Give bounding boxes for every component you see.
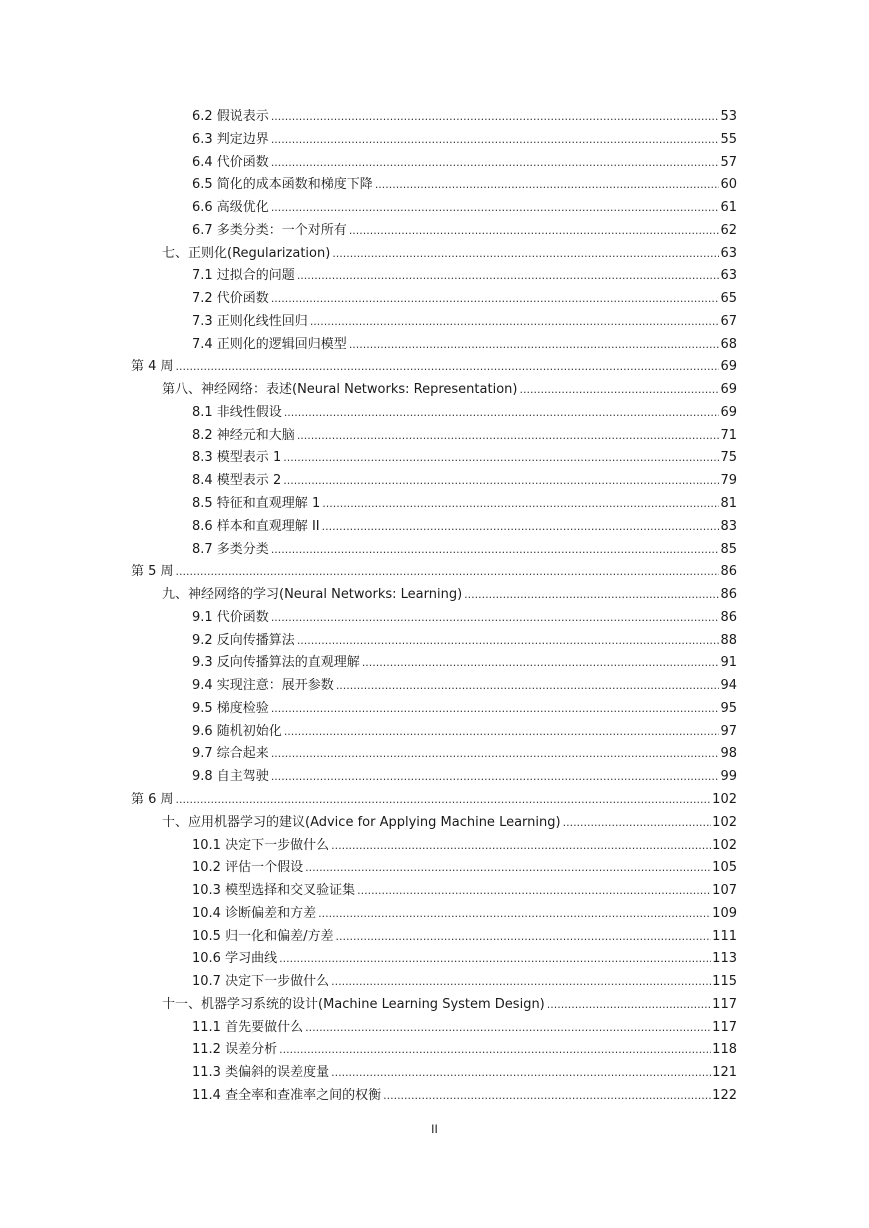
toc-dot-leader bbox=[176, 561, 720, 584]
toc-entry-page: 68 bbox=[720, 336, 737, 352]
toc-entry-page: 109 bbox=[712, 905, 737, 921]
toc-entry[interactable] bbox=[0, 379, 869, 402]
toc-entry[interactable] bbox=[0, 675, 869, 698]
toc-entry[interactable] bbox=[0, 106, 869, 129]
toc-entry[interactable] bbox=[0, 607, 869, 630]
toc-entry-page: 55 bbox=[720, 131, 737, 147]
toc-entry-page: 117 bbox=[712, 1019, 737, 1035]
toc-dot-leader bbox=[519, 379, 719, 402]
toc-dot-leader bbox=[271, 743, 720, 766]
toc-entry[interactable] bbox=[0, 766, 869, 789]
toc-entry-page: 61 bbox=[720, 200, 737, 216]
toc-entry-title: 8.5 特征和直观理解 1 bbox=[192, 496, 321, 512]
toc-entry[interactable] bbox=[0, 971, 869, 994]
toc-entry-title: 8.4 模型表示 2 bbox=[192, 473, 282, 489]
toc-entry-page: 69 bbox=[720, 359, 737, 375]
toc-entry-title: 7.4 正则化的逻辑回归模型 bbox=[192, 336, 347, 352]
toc-entry-title: 第 5 周 bbox=[131, 564, 174, 580]
toc-entry-page: 91 bbox=[720, 655, 737, 671]
toc-entry[interactable] bbox=[0, 903, 869, 926]
toc-entry[interactable] bbox=[0, 265, 869, 288]
toc-entry[interactable] bbox=[0, 721, 869, 744]
toc-entry-title: 6.4 代价函数 bbox=[192, 154, 269, 170]
toc-entry[interactable] bbox=[0, 698, 869, 721]
toc-entry-page: 71 bbox=[720, 427, 737, 443]
toc-entry-page: 102 bbox=[712, 814, 737, 830]
toc-entry[interactable] bbox=[0, 447, 869, 470]
toc-dot-leader bbox=[383, 1085, 711, 1108]
toc-dot-leader bbox=[279, 1039, 711, 1062]
toc-dot-leader bbox=[357, 880, 711, 903]
toc-entry-title: 9.8 自主驾驶 bbox=[192, 769, 269, 785]
toc-entry-page: 122 bbox=[712, 1087, 737, 1103]
toc-entry[interactable] bbox=[0, 470, 869, 493]
toc-entry-title: 10.7 决定下一步做什么 bbox=[192, 974, 330, 990]
toc-entry-page: 95 bbox=[720, 700, 737, 716]
toc-entry-page: 117 bbox=[712, 996, 737, 1012]
toc-dot-leader bbox=[279, 948, 711, 971]
toc-entry-title: 10.5 归一化和偏差/方差 bbox=[192, 928, 334, 944]
toc-entry[interactable] bbox=[0, 1062, 869, 1085]
toc-entry[interactable] bbox=[0, 880, 869, 903]
toc-entry-page: 115 bbox=[712, 974, 737, 990]
toc-entry-page: 63 bbox=[720, 245, 737, 261]
toc-dot-leader bbox=[283, 447, 719, 470]
toc-entry[interactable] bbox=[0, 356, 869, 379]
toc-dot-leader bbox=[349, 334, 720, 357]
toc-entry-title: 七、正则化(Regularization) bbox=[162, 245, 331, 261]
toc-entry-page: 94 bbox=[720, 678, 737, 694]
toc-entry-title: 8.1 非线性假设 bbox=[192, 404, 282, 420]
toc-entry[interactable] bbox=[0, 288, 869, 311]
toc-entry-page: 88 bbox=[720, 632, 737, 648]
toc-entry-title: 8.3 模型表示 1 bbox=[192, 450, 282, 466]
toc-dot-leader bbox=[331, 971, 711, 994]
toc-entry-title: 十一、机器学习系统的设计(Machine Learning System Design) bbox=[162, 996, 545, 1012]
toc-entry[interactable] bbox=[0, 926, 869, 949]
toc-entry-title: 10.6 学习曲线 bbox=[192, 951, 278, 967]
toc-entry-title: 7.2 代价函数 bbox=[192, 291, 269, 307]
toc-entry-page: 85 bbox=[720, 541, 737, 557]
toc-dot-leader bbox=[271, 106, 720, 129]
toc-entry-page: 65 bbox=[720, 291, 737, 307]
toc-entry-page: 69 bbox=[720, 382, 737, 398]
toc-entry[interactable] bbox=[0, 584, 869, 607]
toc-entry-title: 11.2 误差分析 bbox=[192, 1042, 278, 1058]
toc-entry[interactable] bbox=[0, 243, 869, 266]
toc-dot-leader bbox=[563, 812, 712, 835]
toc-entry-title: 11.3 类偏斜的误差度量 bbox=[192, 1065, 330, 1081]
toc-dot-leader bbox=[349, 220, 720, 243]
toc-entry-page: 105 bbox=[712, 860, 737, 876]
toc-dot-leader bbox=[322, 493, 719, 516]
toc-entry-title: 6.7 多类分类：一个对所有 bbox=[192, 222, 347, 238]
toc-dot-leader bbox=[271, 607, 720, 630]
toc-entry-page: 99 bbox=[720, 769, 737, 785]
toc-dot-leader bbox=[310, 311, 720, 334]
toc-entry-page: 111 bbox=[712, 928, 737, 944]
toc-entry[interactable] bbox=[0, 174, 869, 197]
toc-entry-page: 102 bbox=[712, 837, 737, 853]
toc-dot-leader bbox=[375, 174, 720, 197]
toc-entry-title: 8.7 多类分类 bbox=[192, 541, 269, 557]
toc-entry-page: 97 bbox=[720, 723, 737, 739]
toc-dot-leader bbox=[332, 243, 719, 266]
toc-entry[interactable] bbox=[0, 561, 869, 584]
toc-dot-leader bbox=[305, 1017, 711, 1040]
toc-entry[interactable] bbox=[0, 994, 869, 1017]
toc-dot-leader bbox=[305, 857, 711, 880]
toc-entry[interactable] bbox=[0, 1017, 869, 1040]
toc-entry[interactable] bbox=[0, 516, 869, 539]
toc-entry-title: 10.1 决定下一步做什么 bbox=[192, 837, 330, 853]
toc-entry-page: 86 bbox=[720, 609, 737, 625]
toc-entry-title: 9.2 反向传播算法 bbox=[192, 632, 295, 648]
toc-entry-title: 11.4 查全率和查准率之间的权衡 bbox=[192, 1087, 382, 1103]
toc-entry-page: 79 bbox=[720, 473, 737, 489]
toc-entry-title: 8.6 样本和直观理解 II bbox=[192, 518, 320, 534]
toc-entry-title: 6.3 判定边界 bbox=[192, 131, 269, 147]
toc-entry-title: 第 4 周 bbox=[131, 359, 174, 375]
toc-entry-title: 十、应用机器学习的建议(Advice for Applying Machine Learning) bbox=[162, 814, 561, 830]
toc-dot-leader bbox=[271, 698, 720, 721]
toc-entry-page: 60 bbox=[720, 177, 737, 193]
table-of-contents bbox=[0, 106, 869, 1108]
toc-entry[interactable] bbox=[0, 743, 869, 766]
toc-entry[interactable] bbox=[0, 197, 869, 220]
toc-entry-title: 9.5 梯度检验 bbox=[192, 700, 269, 716]
toc-dot-leader bbox=[336, 675, 720, 698]
toc-entry-page: 63 bbox=[720, 268, 737, 284]
toc-entry[interactable] bbox=[0, 539, 869, 562]
toc-entry[interactable] bbox=[0, 835, 869, 858]
toc-dot-leader bbox=[271, 129, 720, 152]
toc-entry-title: 11.1 首先要做什么 bbox=[192, 1019, 304, 1035]
toc-entry-title: 10.4 诊断偏差和方差 bbox=[192, 905, 317, 921]
toc-entry-page: 75 bbox=[720, 450, 737, 466]
toc-entry-title: 9.6 随机初始化 bbox=[192, 723, 282, 739]
toc-entry[interactable] bbox=[0, 402, 869, 425]
toc-entry[interactable] bbox=[0, 493, 869, 516]
toc-entry-page: 102 bbox=[712, 791, 737, 807]
toc-entry-page: 98 bbox=[720, 746, 737, 762]
toc-entry[interactable] bbox=[0, 652, 869, 675]
toc-dot-leader bbox=[176, 356, 720, 379]
toc-entry[interactable] bbox=[0, 789, 869, 812]
toc-entry-page: 118 bbox=[712, 1042, 737, 1058]
toc-entry-title: 9.1 代价函数 bbox=[192, 609, 269, 625]
toc-entry-title: 第八、神经网络：表述(Neural Networks: Representation) bbox=[162, 382, 518, 398]
toc-dot-leader bbox=[297, 425, 720, 448]
toc-entry[interactable] bbox=[0, 857, 869, 880]
toc-entry[interactable] bbox=[0, 1039, 869, 1062]
toc-entry[interactable] bbox=[0, 812, 869, 835]
toc-entry-title: 8.2 神经元和大脑 bbox=[192, 427, 295, 443]
toc-entry[interactable] bbox=[0, 152, 869, 175]
toc-entry[interactable] bbox=[0, 334, 869, 357]
toc-dot-leader bbox=[284, 721, 720, 744]
toc-entry[interactable] bbox=[0, 220, 869, 243]
toc-entry[interactable] bbox=[0, 948, 869, 971]
toc-dot-leader bbox=[283, 470, 719, 493]
toc-dot-leader bbox=[176, 789, 712, 812]
toc-dot-leader bbox=[318, 903, 711, 926]
toc-dot-leader bbox=[271, 766, 720, 789]
toc-entry-page: 86 bbox=[720, 587, 737, 603]
toc-dot-leader bbox=[322, 516, 720, 539]
toc-entry-page: 86 bbox=[720, 564, 737, 580]
toc-entry-page: 81 bbox=[720, 496, 737, 512]
toc-entry-title: 9.4 实现注意：展开参数 bbox=[192, 678, 334, 694]
toc-dot-leader bbox=[271, 288, 720, 311]
toc-dot-leader bbox=[335, 926, 711, 949]
toc-dot-leader bbox=[271, 152, 720, 175]
toc-entry-title: 6.5 简化的成本函数和梯度下降 bbox=[192, 177, 373, 193]
toc-entry-title: 7.3 正则化线性回归 bbox=[192, 313, 308, 329]
toc-entry-title: 7.1 过拟合的问题 bbox=[192, 268, 295, 284]
toc-dot-leader bbox=[362, 652, 720, 675]
toc-entry-page: 62 bbox=[720, 222, 737, 238]
toc-entry-title: 九、神经网络的学习(Neural Networks: Learning) bbox=[162, 587, 463, 603]
toc-entry[interactable] bbox=[0, 129, 869, 152]
toc-entry[interactable] bbox=[0, 425, 869, 448]
toc-entry-page: 83 bbox=[720, 518, 737, 534]
toc-dot-leader bbox=[547, 994, 711, 1017]
toc-entry[interactable] bbox=[0, 630, 869, 653]
toc-entry[interactable] bbox=[0, 1085, 869, 1108]
toc-dot-leader bbox=[271, 539, 720, 562]
toc-entry[interactable] bbox=[0, 311, 869, 334]
toc-entry-page: 53 bbox=[720, 109, 737, 124]
toc-entry-title: 9.7 综合起来 bbox=[192, 746, 269, 762]
toc-entry-title: 第 6 周 bbox=[131, 791, 174, 807]
toc-entry-title: 6.6 高级优化 bbox=[192, 200, 269, 216]
toc-entry-page: 57 bbox=[720, 154, 737, 170]
toc-entry-page: 121 bbox=[712, 1065, 737, 1081]
toc-entry-title: 10.3 模型选择和交叉验证集 bbox=[192, 883, 356, 899]
toc-dot-leader bbox=[331, 1062, 711, 1085]
toc-dot-leader bbox=[331, 835, 711, 858]
toc-dot-leader bbox=[464, 584, 719, 607]
page-number-footer: II bbox=[431, 1122, 438, 1136]
toc-entry-title: 10.2 评估一个假设 bbox=[192, 860, 304, 876]
toc-entry-page: 67 bbox=[720, 313, 737, 329]
toc-dot-leader bbox=[284, 402, 720, 425]
toc-entry-page: 113 bbox=[712, 951, 737, 967]
toc-dot-leader bbox=[297, 630, 720, 653]
toc-entry-page: 107 bbox=[712, 883, 737, 899]
toc-entry-title: 9.3 反向传播算法的直观理解 bbox=[192, 655, 360, 671]
toc-entry-page: 69 bbox=[720, 404, 737, 420]
toc-entry-title: 6.2 假说表示 bbox=[192, 109, 269, 124]
toc-dot-leader bbox=[297, 265, 720, 288]
toc-dot-leader bbox=[271, 197, 720, 220]
